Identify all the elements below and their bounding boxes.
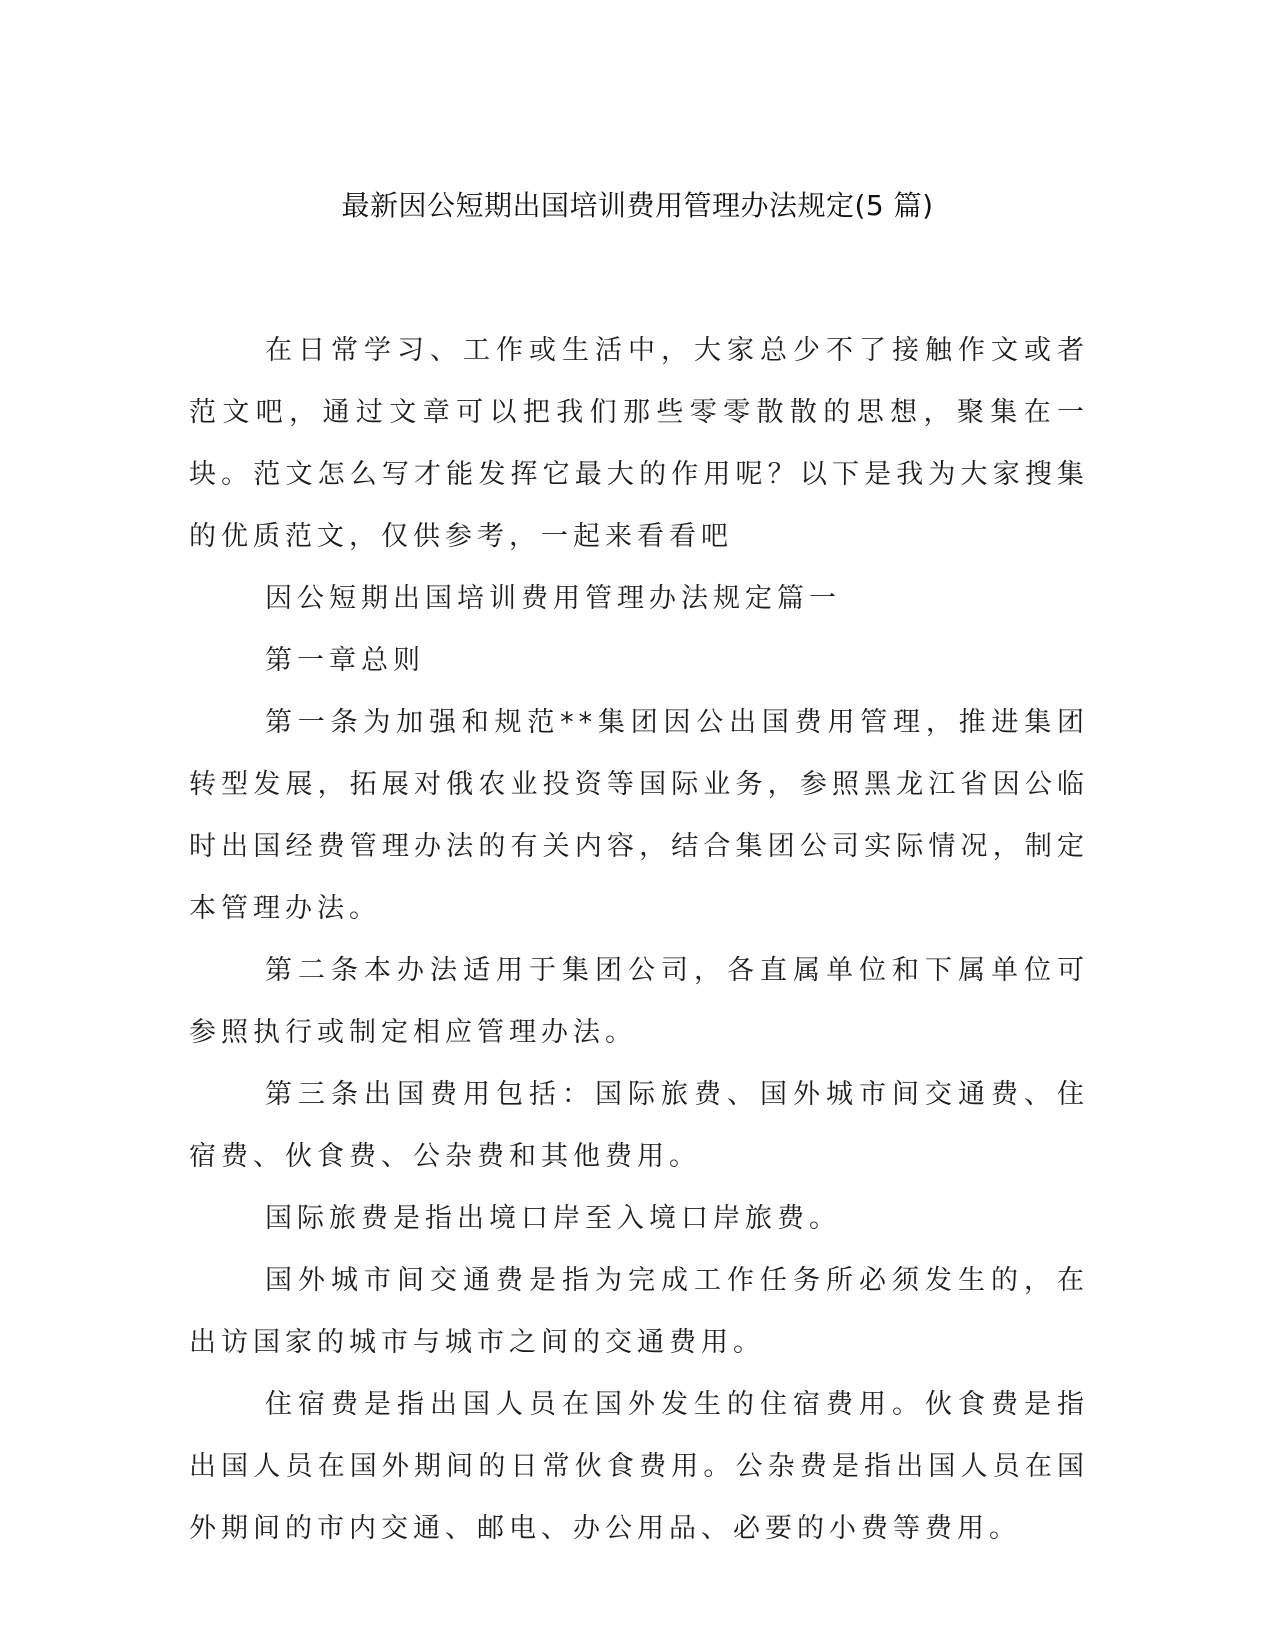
- paragraph-article-3: 第三条出国费用包括：国际旅费、国外城市间交通费、住宿费、伙食费、公杂费和其他费用。: [189, 1079, 1089, 1172]
- paragraph-article-1: 第一条为加强和规范**集团因公出国费用管理，推进集团转型发展，拓展对俄农业投资等国际业务，参照黑龙江省因公临时出国经费管理办法的有关内容，结合集团公司实际情况，制定本管理办法。: [189, 707, 1089, 924]
- paragraph-article-2: 第二条本办法适用于集团公司，各直属单位和下属单位可参照执行或制定相应管理办法。: [189, 955, 1089, 1048]
- document-body: [189, 320, 1089, 1560]
- paragraph-chapter-heading: 第一章总则: [265, 645, 425, 676]
- paragraph-intro: 在日常学习、工作或生活中，大家总少不了接触作文或者范文吧，通过文章可以把我们那些零零散散的思想，聚集在一块。范文怎么写才能发挥它最大的作用呢？以下是我为大家搜集的优质范文，仅供参考，一起来看看吧: [189, 335, 1089, 552]
- document-title: 最新因公短期出国培训费用管理办法规定(5 篇): [341, 189, 934, 222]
- paragraph-intercity-transport: 国外城市间交通费是指为完成工作任务所必须发生的，在出访国家的城市与城市之间的交通费用。: [189, 1265, 1089, 1358]
- paragraph-section-heading: 因公短期出国培训费用管理办法规定篇一: [265, 583, 841, 614]
- paragraph-international-travel: 国际旅费是指出境口岸至入境口岸旅费。: [265, 1203, 841, 1234]
- paragraph-accommodation-meals: 住宿费是指出国人员在国外发生的住宿费用。伙食费是指出国人员在国外期间的日常伙食费用。公杂费是指出国人员在国外期间的市内交通、邮电、办公用品、必要的小费等费用。: [189, 1389, 1089, 1544]
